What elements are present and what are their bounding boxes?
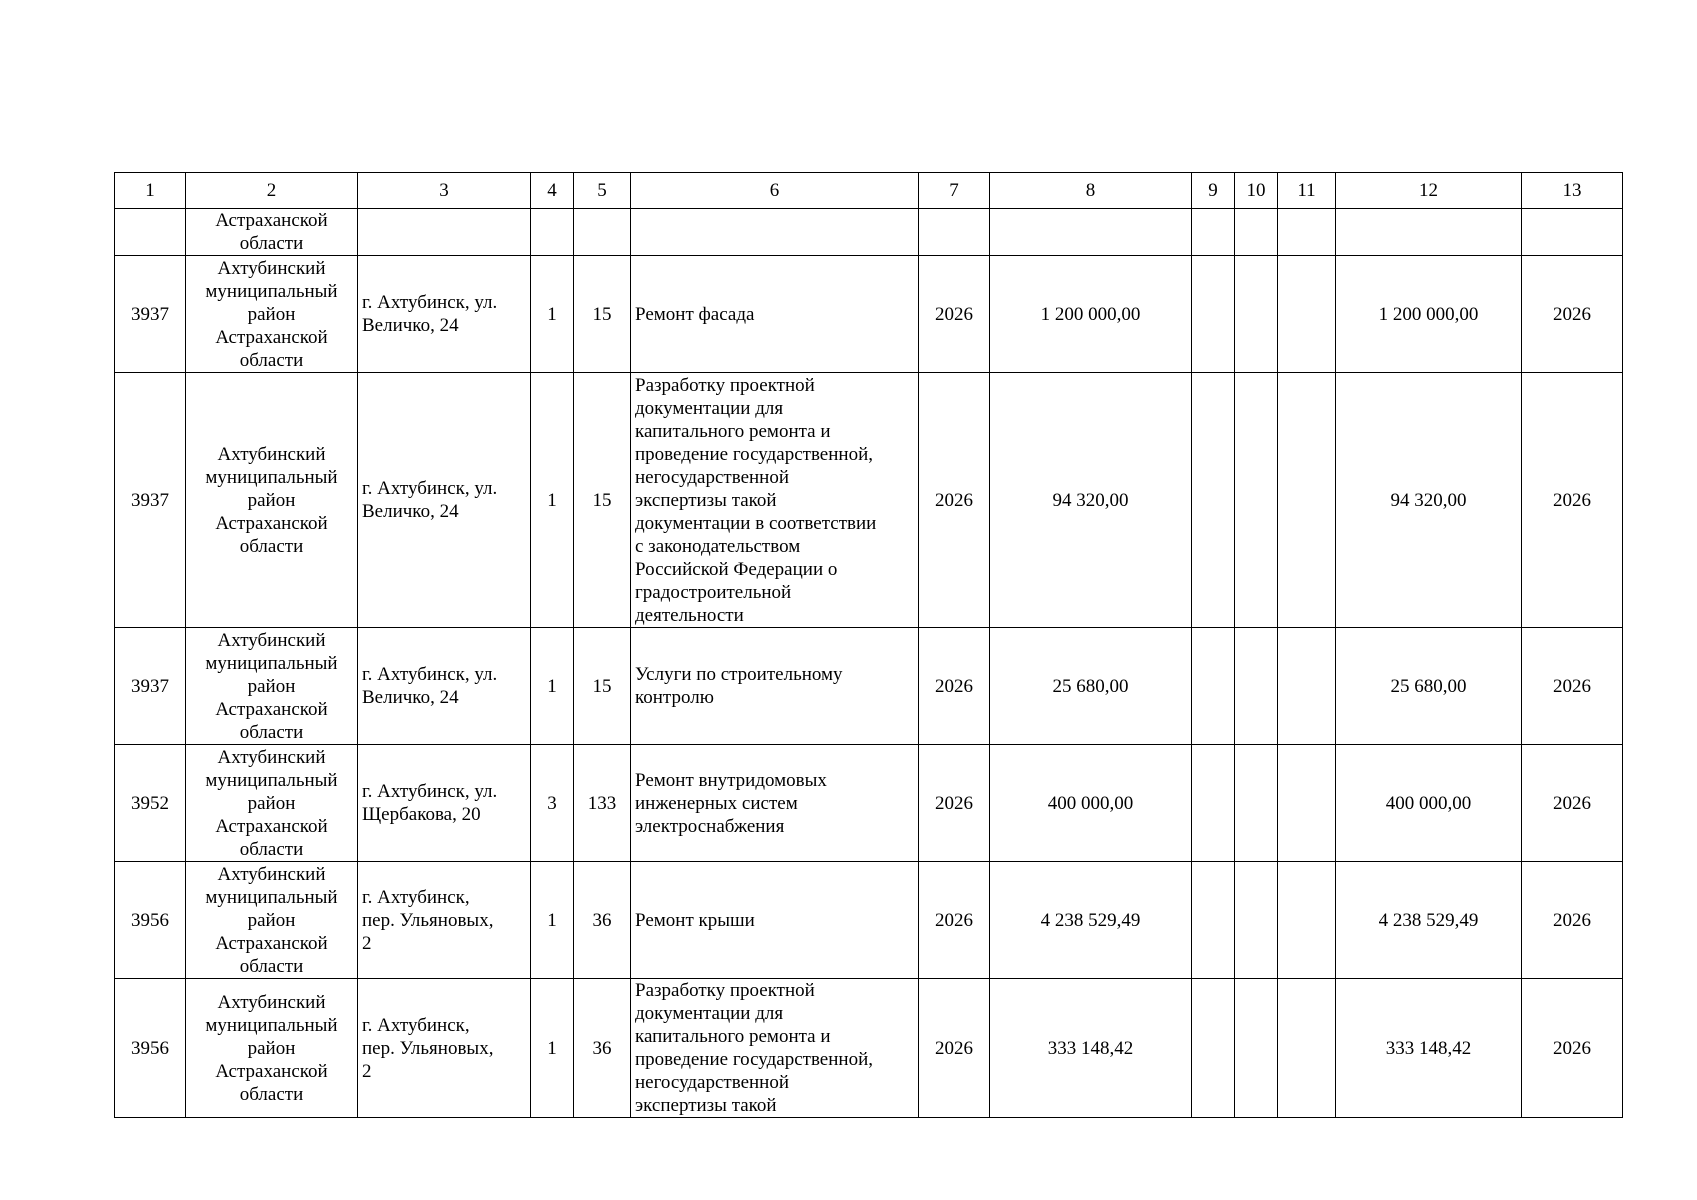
cell-year-col-13-text: 2026 [1553,1037,1591,1059]
cell-year-col-13 [1522,373,1623,628]
table-row [115,256,1623,373]
cell-col-10 [1235,373,1278,628]
cell-municipality-text: Ахтубинский муниципальный район Астраханской области [205,257,338,371]
cell-number-text: 3956 [131,1037,169,1059]
cell-year [919,979,990,1118]
cell-municipality [186,862,358,979]
cell-total-cost [990,628,1192,745]
cell-col-10 [1235,256,1278,373]
cell-total-cost [990,256,1192,373]
cell-year-col-13-text: 2026 [1553,792,1591,814]
cell-address-text: г. Ахтубинск, ул. Величко, 24 [362,478,498,522]
cell-col-5 [574,862,631,979]
cell-number-text: 3937 [131,675,169,697]
cell-col-5-text: 133 [587,792,617,814]
cell-year-text: 2026 [935,489,973,511]
cell-col-11 [1278,209,1336,256]
cell-col-11 [1278,628,1336,745]
cell-col-11 [1278,745,1336,862]
cell-work-type [631,373,919,628]
cell-year-col-13 [1522,209,1623,256]
cell-col-4 [531,209,574,256]
cell-work-type [631,628,919,745]
cell-address [358,745,531,862]
cell-municipality-text: Ахтубинский муниципальный район Астраханской области [205,863,338,977]
cell-col-5-text: 15 [592,489,612,511]
cell-work-type [631,256,919,373]
cell-col-5-text: 15 [592,675,612,697]
cell-total-cost-text: 400 000,00 [1047,792,1134,814]
cell-address [358,628,531,745]
cell-col-10 [1235,745,1278,862]
cell-address-text: г. Ахтубинск, пер. Ульяновых, 2 [362,1014,494,1082]
cell-year-text: 2026 [935,303,973,325]
cell-municipality [186,373,358,628]
cell-work-type [631,862,919,979]
header-col-10: 10 [1235,173,1278,209]
cell-cost-col-12-text: 1 200 000,00 [1378,303,1479,325]
cell-address-text: г. Ахтубинск, ул. Величко, 24 [362,664,498,708]
cell-col-10 [1235,979,1278,1118]
cell-address-text: г. Ахтубинск, ул. Величко, 24 [362,292,498,336]
cell-year-col-13-text: 2026 [1553,489,1591,511]
cell-year [919,373,990,628]
header-col-1: 1 [115,173,186,209]
cell-municipality-text: Астраханской области [215,210,328,254]
cell-number [115,979,186,1118]
header-col-6: 6 [631,173,919,209]
cell-col-4-text: 1 [547,1037,557,1059]
cell-municipality [186,628,358,745]
cell-col-10 [1235,628,1278,745]
cell-cost-col-12 [1336,979,1522,1118]
cell-col-11 [1278,256,1336,373]
cell-number [115,628,186,745]
header-col-9: 9 [1192,173,1235,209]
cell-number [115,256,186,373]
cell-col-9 [1192,256,1235,373]
table-body [115,209,1623,1118]
cell-col-5 [574,256,631,373]
cell-col-5 [574,745,631,862]
cell-col-4-text: 1 [547,909,557,931]
cell-work-type-text: Разработку проектной документации для капитального ремонта и проведение государственной, негосударственной экспертизы такой документации в соответствии с законодательством Российской Федерации о градостроительной деятельности [635,374,877,626]
cell-work-type [631,979,919,1118]
cell-col-10 [1235,862,1278,979]
cell-col-5 [574,628,631,745]
cell-col-11 [1278,862,1336,979]
cell-work-type-text: Услуги по строительному контролю [635,664,843,708]
cell-municipality-text: Ахтубинский муниципальный район Астраханской области [205,991,338,1105]
header-col-4: 4 [531,173,574,209]
cell-address-text: г. Ахтубинск, ул. Щербакова, 20 [362,781,498,825]
cell-cost-col-12 [1336,862,1522,979]
cell-work-type [631,745,919,862]
cell-cost-col-12-text: 4 238 529,49 [1378,909,1479,931]
cell-address [358,256,531,373]
table-header [115,173,1623,209]
cell-total-cost [990,373,1192,628]
table-row [115,373,1623,628]
cell-work-type [631,209,919,256]
cell-municipality [186,209,358,256]
cell-total-cost-text: 1 200 000,00 [1040,303,1141,325]
cell-col-5-text: 36 [592,1037,612,1059]
cell-municipality [186,256,358,373]
header-col-11: 11 [1278,173,1336,209]
capital-repair-table [114,172,1623,1118]
cell-year [919,209,990,256]
cell-municipality-text: Ахтубинский муниципальный район Астраханской области [205,746,338,860]
cell-number [115,373,186,628]
cell-col-5-text: 36 [592,909,612,931]
cell-col-4 [531,373,574,628]
cell-year [919,256,990,373]
header-col-5: 5 [574,173,631,209]
cell-year-col-13 [1522,862,1623,979]
table-row [115,628,1623,745]
cell-total-cost-text: 4 238 529,49 [1040,909,1141,931]
table-row [115,979,1623,1118]
cell-col-4 [531,979,574,1118]
cell-total-cost [990,979,1192,1118]
cell-cost-col-12 [1336,628,1522,745]
cell-total-cost-text: 333 148,42 [1047,1037,1134,1059]
cell-cost-col-12-text: 400 000,00 [1385,792,1472,814]
cell-work-type-text: Разработку проектной документации для капитального ремонта и проведение государственной, негосударственной экспертизы такой [635,980,873,1116]
cell-work-type-text: Ремонт внутридомовых инженерных систем электроснабжения [635,769,827,837]
cell-year-col-13 [1522,628,1623,745]
cell-cost-col-12 [1336,745,1522,862]
table-row [115,209,1623,256]
cell-address [358,862,531,979]
cell-number-text: 3937 [131,489,169,511]
cell-cost-col-12 [1336,373,1522,628]
header-col-7: 7 [919,173,990,209]
cell-col-4-text: 1 [547,675,557,697]
header-row [115,173,1623,209]
cell-cost-col-12-text: 25 680,00 [1390,675,1467,697]
cell-address-text: г. Ахтубинск, пер. Ульяновых, 2 [362,886,494,954]
cell-year [919,628,990,745]
cell-col-5-text: 15 [592,303,612,325]
cell-col-4-text: 3 [547,792,557,814]
cell-year-col-13 [1522,979,1623,1118]
cell-col-5 [574,373,631,628]
cell-address [358,373,531,628]
cell-municipality [186,745,358,862]
cell-municipality-text: Ахтубинский муниципальный район Астраханской области [205,443,338,557]
header-col-8: 8 [990,173,1192,209]
cell-col-4-text: 1 [547,303,557,325]
cell-municipality [186,979,358,1118]
cell-year-col-13-text: 2026 [1553,675,1591,697]
cell-total-cost [990,862,1192,979]
cell-col-9 [1192,979,1235,1118]
cell-year-text: 2026 [935,675,973,697]
cell-col-10 [1235,209,1278,256]
cell-year-text: 2026 [935,792,973,814]
cell-year-text: 2026 [935,909,973,931]
header-col-13: 13 [1522,173,1623,209]
cell-col-4 [531,862,574,979]
table-row [115,862,1623,979]
cell-col-4-text: 1 [547,489,557,511]
cell-municipality-text: Ахтубинский муниципальный район Астраханской области [205,629,338,743]
cell-year-col-13 [1522,745,1623,862]
cell-year-text: 2026 [935,1037,973,1059]
cell-col-5 [574,979,631,1118]
cell-cost-col-12-text: 333 148,42 [1385,1037,1472,1059]
cell-number-text: 3956 [131,909,169,931]
cell-col-5 [574,209,631,256]
cell-col-4 [531,628,574,745]
header-col-2: 2 [186,173,358,209]
cell-col-9 [1192,209,1235,256]
cell-col-9 [1192,862,1235,979]
header-col-12: 12 [1336,173,1522,209]
cell-work-type-text: Ремонт крыши [635,909,755,931]
cell-number [115,745,186,862]
cell-number-text: 3952 [131,792,169,814]
cell-col-11 [1278,373,1336,628]
cell-total-cost-text: 25 680,00 [1052,675,1129,697]
cell-cost-col-12 [1336,256,1522,373]
header-col-3: 3 [358,173,531,209]
cell-address [358,979,531,1118]
cell-cost-col-12-text: 94 320,00 [1390,489,1467,511]
table-row [115,745,1623,862]
cell-total-cost-text: 94 320,00 [1052,489,1129,511]
cell-col-11 [1278,979,1336,1118]
cell-col-9 [1192,373,1235,628]
cell-number [115,209,186,256]
cell-col-4 [531,745,574,862]
cell-year [919,745,990,862]
cell-number [115,862,186,979]
cell-total-cost [990,209,1192,256]
cell-cost-col-12 [1336,209,1522,256]
cell-year [919,862,990,979]
cell-year-col-13-text: 2026 [1553,303,1591,325]
cell-year-col-13 [1522,256,1623,373]
cell-number-text: 3937 [131,303,169,325]
cell-col-9 [1192,628,1235,745]
cell-col-4 [531,256,574,373]
cell-year-col-13-text: 2026 [1553,909,1591,931]
cell-work-type-text: Ремонт фасада [635,303,755,325]
cell-col-9 [1192,745,1235,862]
cell-total-cost [990,745,1192,862]
cell-address [358,209,531,256]
